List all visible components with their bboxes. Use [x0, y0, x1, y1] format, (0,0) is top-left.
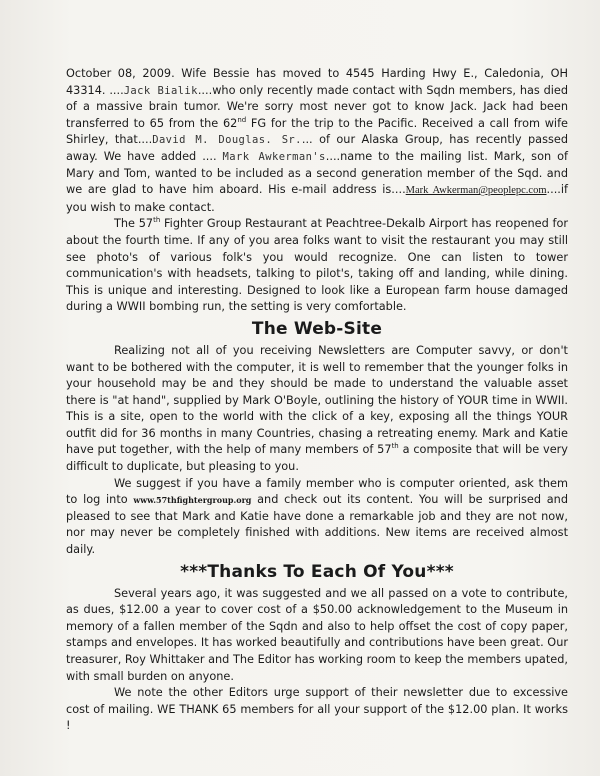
superscript: nd: [237, 116, 247, 125]
handwritten-name: David M. Douglas. Sr.: [152, 134, 302, 147]
paragraph-web-site: [66, 343, 568, 476]
text: and check out its content. You will be surprised and pleased to see that Mark and Katie have done a remarkable job and they are not now, nor may never be completely finished with additions. New items are received almost daily.: [66, 493, 568, 557]
paragraph-dues: Several years ago, it was suggested and we all passed on a vote to contribute, as dues, $12.00 a year to cover cost of a $50.00 acknowledgement to the Museum in memory of a fallen member of the Sqdn and also to help offset the cost of copy paper, stamps and envelopes. It has worked beautifully and contributions have been great. Our treasurer, Roy Whittaker and The Editor has working room to keep the members upated, with small burden on anyone.: [66, 586, 568, 683]
text: ... of our Alaska Group, has recently passed away. We have added ....: [66, 133, 568, 163]
text: ....who only recently made contact with Sqdn members, has died of a massive brain tumor. We're sorry most never got to know Jack. Jack had been transferred to 65 from the 62: [66, 83, 569, 130]
paragraph-obituaries: [66, 66, 568, 216]
superscript: th: [391, 442, 399, 451]
heading-web-site: The Web-Site: [251, 318, 383, 339]
paragraph-support: We note the other Editors urge support of their newsletter due to excessive cost of mailing. WE THANK 65 members for all your support of the $12.00 plan. It works !: [66, 686, 568, 733]
heading-thanks: ***Thanks To Each Of You***: [180, 561, 454, 582]
superscript: th: [153, 216, 161, 225]
paragraph-restaurant: [66, 216, 568, 316]
text: The 57: [114, 217, 154, 231]
email-address: Mark Awkerman@peoplepc.com: [405, 185, 547, 197]
text: ....if you wish to make contact.: [66, 183, 568, 214]
text: Fighter Group Restaurant at Peachtree-Dekalb Airport has reopened for about the fourth time. If any of you area folks want to visit the restaurant you may still see photo's of various folk's you would recognize. One can listen to tower communication's with headsets, talking to pilot's, taking off and landing, while dining. This is unique and interesting. Designed to look like a European farm house damaged during a WWII bombing run, the setting is very comfortable.: [66, 217, 568, 314]
handwritten-name: Mark Awkerman's: [222, 150, 326, 163]
text: We suggest if you have a family member who is computer oriented, ask them to log into: [66, 476, 568, 507]
text: Realizing not all of you receiving Newsletters are Computer savvy, or don't want to be bothered with the computer, it is well to remember that the younger folks in your household may be and they should be made to understand the valuable asset there is "at hand", supplied by Mark O'Boyle, outlining the history of YOUR time in WWII. This is a site, open to the world with the click of a key, exposing all the things YOUR outfit did for 36 months in many Countries, chasing a retreating enemy. Mark and Katie have put together, with the help of many members of 57: [66, 343, 568, 457]
website-url: www.57thfightergroup.org: [133, 495, 252, 506]
handwritten-name: Jack Bialik: [123, 84, 198, 97]
text: ....name to the mailing list. Mark, son of Mary and Tom, wanted to be included as a second generation member of the Sqd. and we are glad to have him aboard. His e-mail address is....: [66, 149, 569, 197]
text: a composite that will be very difficult to duplicate, but pleasing to you.: [66, 443, 568, 474]
paragraph-suggest: [66, 476, 568, 559]
text: October 08, 2009. Wife Bessie has moved to 4545 Harding Hwy E., Caledonia, OH 43314. ....: [66, 67, 568, 97]
text: FG for the trip to the Pacific. Received a call from wife Shirley, that....: [66, 116, 568, 147]
